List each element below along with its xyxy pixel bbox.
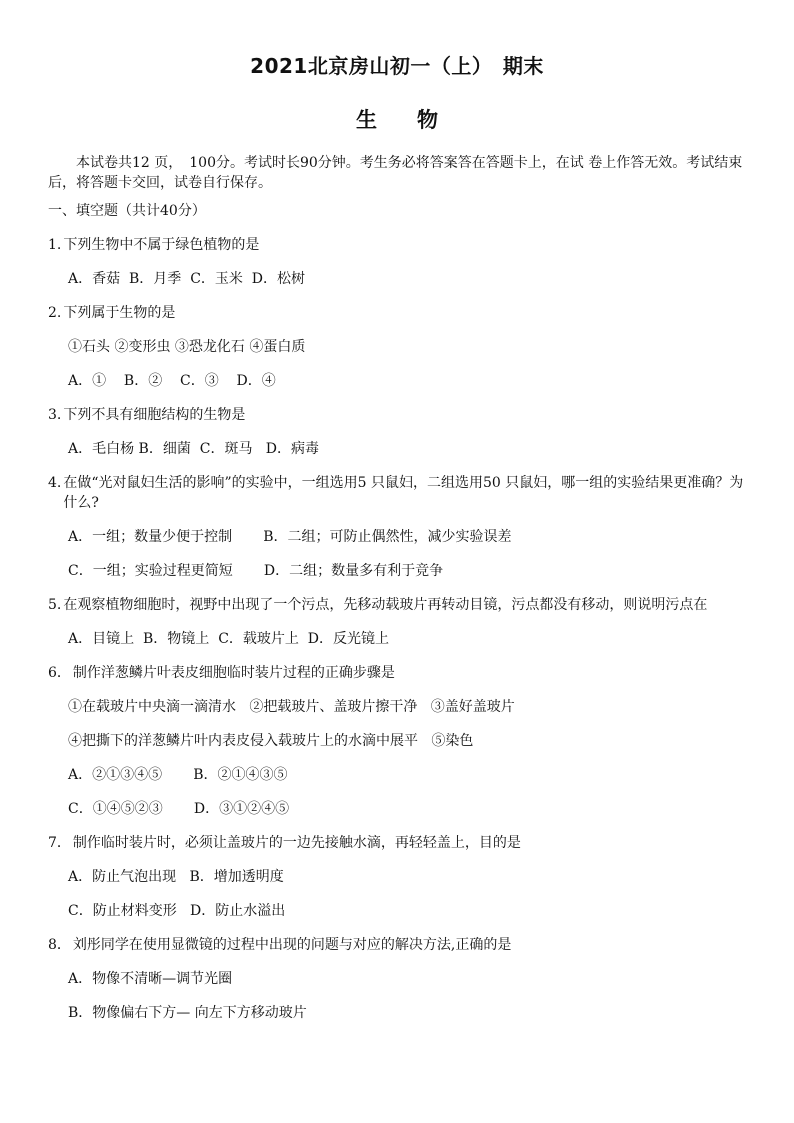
question-text: 下列不具有细胞结构的生物是 bbox=[63, 407, 246, 423]
question-stem bbox=[48, 473, 748, 513]
question-stem bbox=[48, 235, 748, 255]
question-text: 制作临时装片时，必须让盖玻片的一边先接触水滴，再轻轻盖上，目的是 bbox=[72, 835, 521, 851]
question-number: 1. bbox=[48, 237, 62, 253]
exam-content bbox=[48, 153, 748, 1037]
question-stem bbox=[48, 405, 748, 425]
question-number: 2. bbox=[48, 305, 62, 321]
question-7 bbox=[48, 833, 748, 921]
question-number: 7． bbox=[48, 835, 71, 851]
question-number: 5. bbox=[48, 597, 62, 613]
question-option-line: C．防止材料变形 D．防止水溢出 bbox=[68, 903, 286, 919]
question-text: 制作洋葱鳞片叶表皮细胞临时装片过程的正确步骤是 bbox=[72, 665, 395, 681]
question-stem bbox=[48, 833, 748, 853]
question-text: 下列属于生物的是 bbox=[63, 305, 176, 321]
question-2 bbox=[48, 303, 748, 391]
question-option-line: A．一组；数量少便于控制 B．二组；可防止偶然性，减少实验误差 bbox=[68, 529, 512, 545]
question-option-line: A．① B．② C．③ D．④ bbox=[68, 373, 276, 389]
question-option-line: A．防止气泡出现 B．增加透明度 bbox=[68, 869, 284, 885]
exam-instructions: 本试卷共12 页， 100分。考试时长90分钟。考生务必将答案答在答题卡上，在试 卷上作答无效。考试结束后，将答题卡交回，试卷自行保存。 bbox=[48, 155, 743, 191]
question-option-line: C．①④⑤②③ D．③①②④⑤ bbox=[68, 801, 290, 817]
question-option-line: ④把撕下的洋葱鳞片叶内表皮侵入载玻片上的水滴中展平 ⑤染色 bbox=[68, 733, 474, 749]
question-text: 在做“光对鼠妇生活的影响”的实验中，一组选用5 只鼠妇，二组选用50 只鼠妇，哪一组的实验结果更准确？为什么? bbox=[63, 475, 744, 511]
question-1 bbox=[48, 235, 748, 289]
question-stem bbox=[48, 663, 748, 683]
question-option-line: A．②①③④⑤ B．②①④③⑤ bbox=[68, 767, 288, 783]
question-text: 在观察植物细胞时，视野中出现了一个污点，先移动载玻片再转动目镜，污点都没有移动，则说明污点在 bbox=[63, 597, 708, 613]
question-number: 4. bbox=[48, 475, 62, 491]
question-stem bbox=[48, 303, 748, 323]
question-5 bbox=[48, 595, 748, 649]
question-stem bbox=[48, 935, 748, 955]
question-number: 6． bbox=[48, 665, 71, 681]
question-stem bbox=[48, 595, 748, 615]
question-3 bbox=[48, 405, 748, 459]
section-heading: 一、填空题（共计40分） bbox=[48, 203, 206, 219]
question-text: 刘彤同学在使用显微镜的过程中出现的问题与对应的解决方法,正确的是 bbox=[72, 937, 512, 953]
question-list bbox=[48, 235, 748, 1023]
question-option-line: ①在载玻片中央滴一滴清水 ②把载玻片、盖玻片擦干净 ③盖好盖玻片 bbox=[68, 699, 515, 715]
exam-subject: 生物 bbox=[356, 108, 478, 132]
question-6 bbox=[48, 663, 748, 819]
question-option-line: A．物像不清晰—调节光圈 bbox=[68, 971, 233, 987]
exam-title: 2021北京房山初一（上） 期末 bbox=[250, 54, 544, 78]
question-number: 3. bbox=[48, 407, 62, 423]
question-option-line: C．一组；实验过程更简短 D．二组；数量多有利于竞争 bbox=[68, 563, 444, 579]
question-8 bbox=[48, 935, 748, 1023]
question-number: 8． bbox=[48, 937, 71, 953]
question-option-line: A．香菇 B．月季 C．玉米 D．松树 bbox=[68, 271, 306, 287]
question-text: 下列生物中不属于绿色植物的是 bbox=[63, 237, 260, 253]
question-option-line: ①石头 ②变形虫 ③恐龙化石 ④蛋白质 bbox=[68, 339, 306, 355]
question-option-line: A．目镜上 B．物镜上 C．载玻片上 D．反光镜上 bbox=[68, 631, 390, 647]
question-option-line: B．物像偏右下方— 向左下方移动玻片 bbox=[68, 1005, 307, 1021]
question-option-line: A．毛白杨 B．细菌 C．斑马 D．病毒 bbox=[68, 441, 320, 457]
question-4 bbox=[48, 473, 748, 581]
